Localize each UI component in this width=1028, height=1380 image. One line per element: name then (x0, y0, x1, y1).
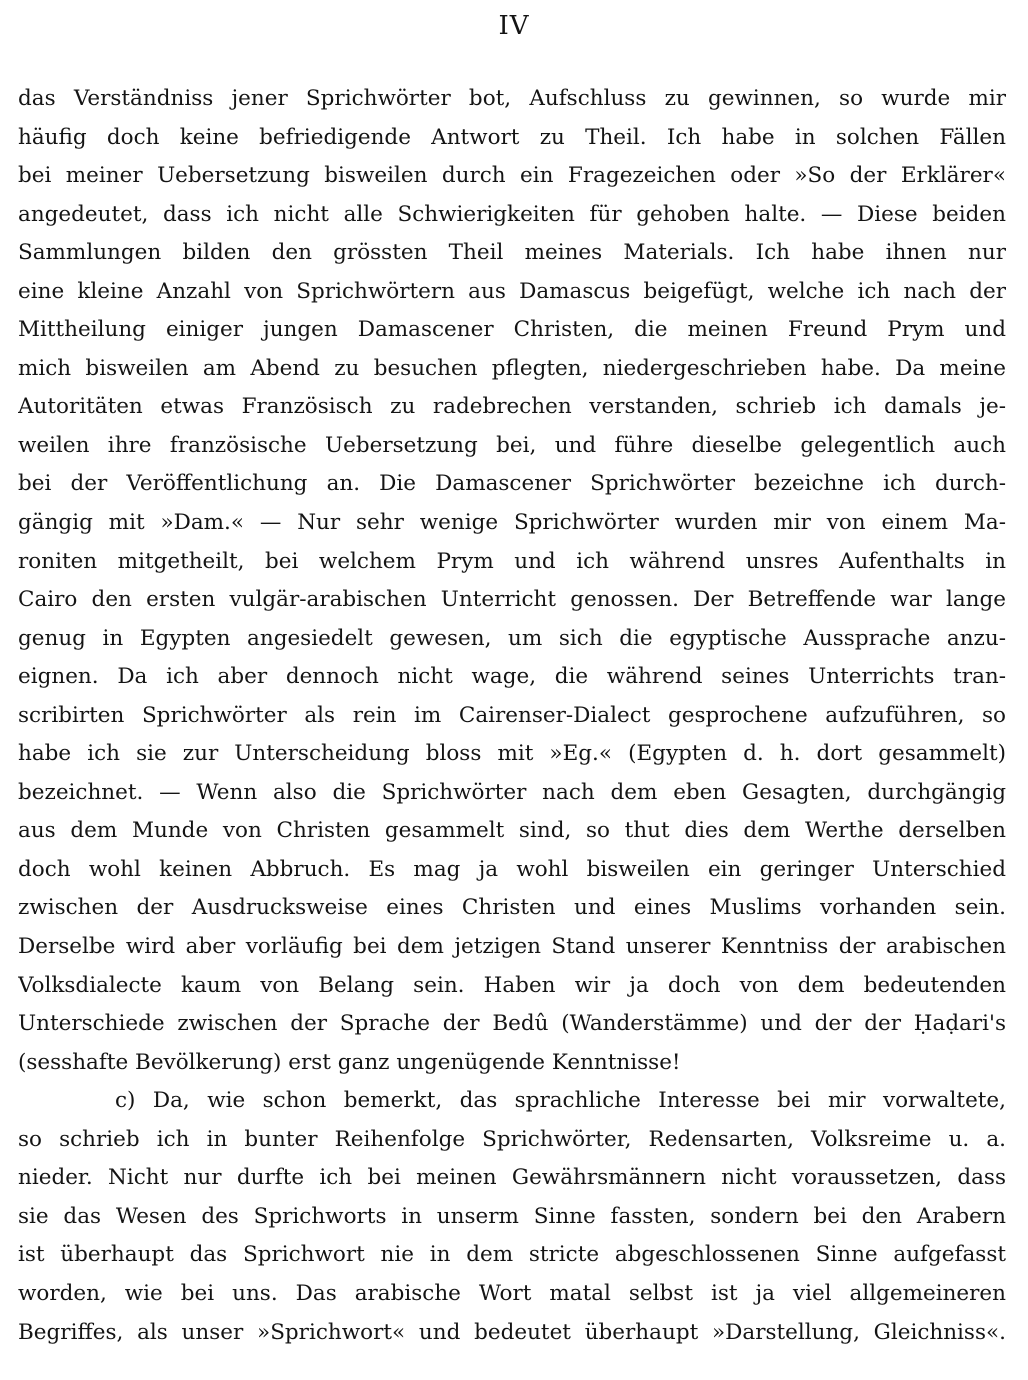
text-line: sie das Wesen des Sprichworts in unserm Sinne fassten, sondern bei den Arabern (18, 1203, 1006, 1229)
text-line: gängig mit »Dam.« — Nur sehr wenige Sprichwörter wurden mir von einem Ma- (18, 510, 1006, 536)
text-line: Derselbe wird aber vorläufig bei dem jetzigen Stand unserer Kenntniss der arabischen (18, 934, 1006, 960)
text-line: eine kleine Anzahl von Sprichwörtern aus Damascus beigefügt, welche ich nach der (18, 278, 1006, 304)
text-line: angedeutet, dass ich nicht alle Schwierigkeiten für gehoben halte. — Diese beiden (18, 201, 1006, 227)
text-line: Begriffes, als unser »Sprichwort« und bedeutet überhaupt »Darstellung, Gleichniss«. (18, 1319, 1006, 1345)
text-line: bei meiner Uebersetzung bisweilen durch ein Fragezeichen oder »So der Erklärer« (18, 163, 1006, 189)
text-line: nieder. Nicht nur durfte ich bei meinen Gewährsmännern nicht voraussetzen, dass (18, 1165, 1006, 1191)
text-line: Autoritäten etwas Französisch zu radebrechen verstanden, schrieb ich damals je- (18, 394, 1006, 420)
text-line: Cairo den ersten vulgär-arabischen Unterricht genossen. Der Betreffende war lange (18, 587, 1006, 613)
text-line: worden, wie bei uns. Das arabische Wort matal selbst ist ja viel allgemeineren (18, 1280, 1006, 1306)
text-line: das Verständniss jener Sprichwörter bot, Aufschluss zu gewinnen, so wurde mir (18, 86, 1006, 111)
text-line: ist überhaupt das Sprichwort nie in dem stricte abgeschlossenen Sinne aufgefasst (18, 1242, 1006, 1268)
text-line: aus dem Munde von Christen gesammelt sind, so thut dies dem Werthe derselben (18, 818, 1006, 844)
paragraph-start-line: c) Da, wie schon bemerkt, das sprachliche Interesse bei mir vorwaltete, (115, 1088, 1006, 1114)
paragraph-end-line: (sesshafte Bevölkerung) erst ganz ungenügende Kenntnisse! (18, 1049, 681, 1075)
text-line: habe ich sie zur Unterscheidung bloss mit »Eg.« (Egypten d. h. dort gesammelt) (18, 741, 1006, 767)
page-number: IV (498, 11, 530, 41)
body-text (18, 80, 1006, 1352)
text-line: scribirten Sprichwörter als rein im Cairenser-Dialect gesprochene aufzuführen, so (18, 702, 1006, 728)
text-line: häufig doch keine befriedigende Antwort zu Theil. Ich habe in solchen Fällen (18, 124, 1006, 150)
text-line: weilen ihre französische Uebersetzung bei, und führe dieselbe gelegentlich auch (18, 432, 1006, 458)
text-line: doch wohl keinen Abbruch. Es mag ja wohl bisweilen ein geringer Unterschied (18, 856, 1006, 882)
text-line: eignen. Da ich aber dennoch nicht wage, die während seines Unterrichts tran- (18, 664, 1006, 690)
text-line: genug in Egypten angesiedelt gewesen, um sich die egyptische Aussprache anzu- (18, 625, 1006, 651)
text-line: Mittheilung einiger jungen Damascener Christen, die meinen Freund Prym und (18, 317, 1006, 343)
text-line: bei der Veröffentlichung an. Die Damascener Sprichwörter bezeichne ich durch- (18, 471, 1006, 497)
text-line: mich bisweilen am Abend zu besuchen pflegten, niedergeschrieben habe. Da meine (18, 355, 1006, 381)
text-line: so schrieb ich in bunter Reihenfolge Sprichwörter, Redensarten, Volksreime u. a. (18, 1126, 1006, 1152)
text-line: Volksdialecte kaum von Belang sein. Haben wir ja doch von dem bedeutenden (18, 972, 1006, 998)
text-line: zwischen der Ausdrucksweise eines Christen und eines Muslims vorhanden sein. (18, 895, 1006, 921)
text-line: Sammlungen bilden den grössten Theil meines Materials. Ich habe ihnen nur (18, 240, 1006, 266)
text-line: Unterschiede zwischen der Sprache der Bedû (Wanderstämme) und der der Ḥaḍari's (18, 1011, 1006, 1037)
text-line: roniten mitgetheilt, bei welchem Prym und ich während unsres Aufenthalts in (18, 548, 1006, 574)
text-line: bezeichnet. — Wenn also die Sprichwörter nach dem eben Gesagten, durchgängig (18, 779, 1006, 805)
